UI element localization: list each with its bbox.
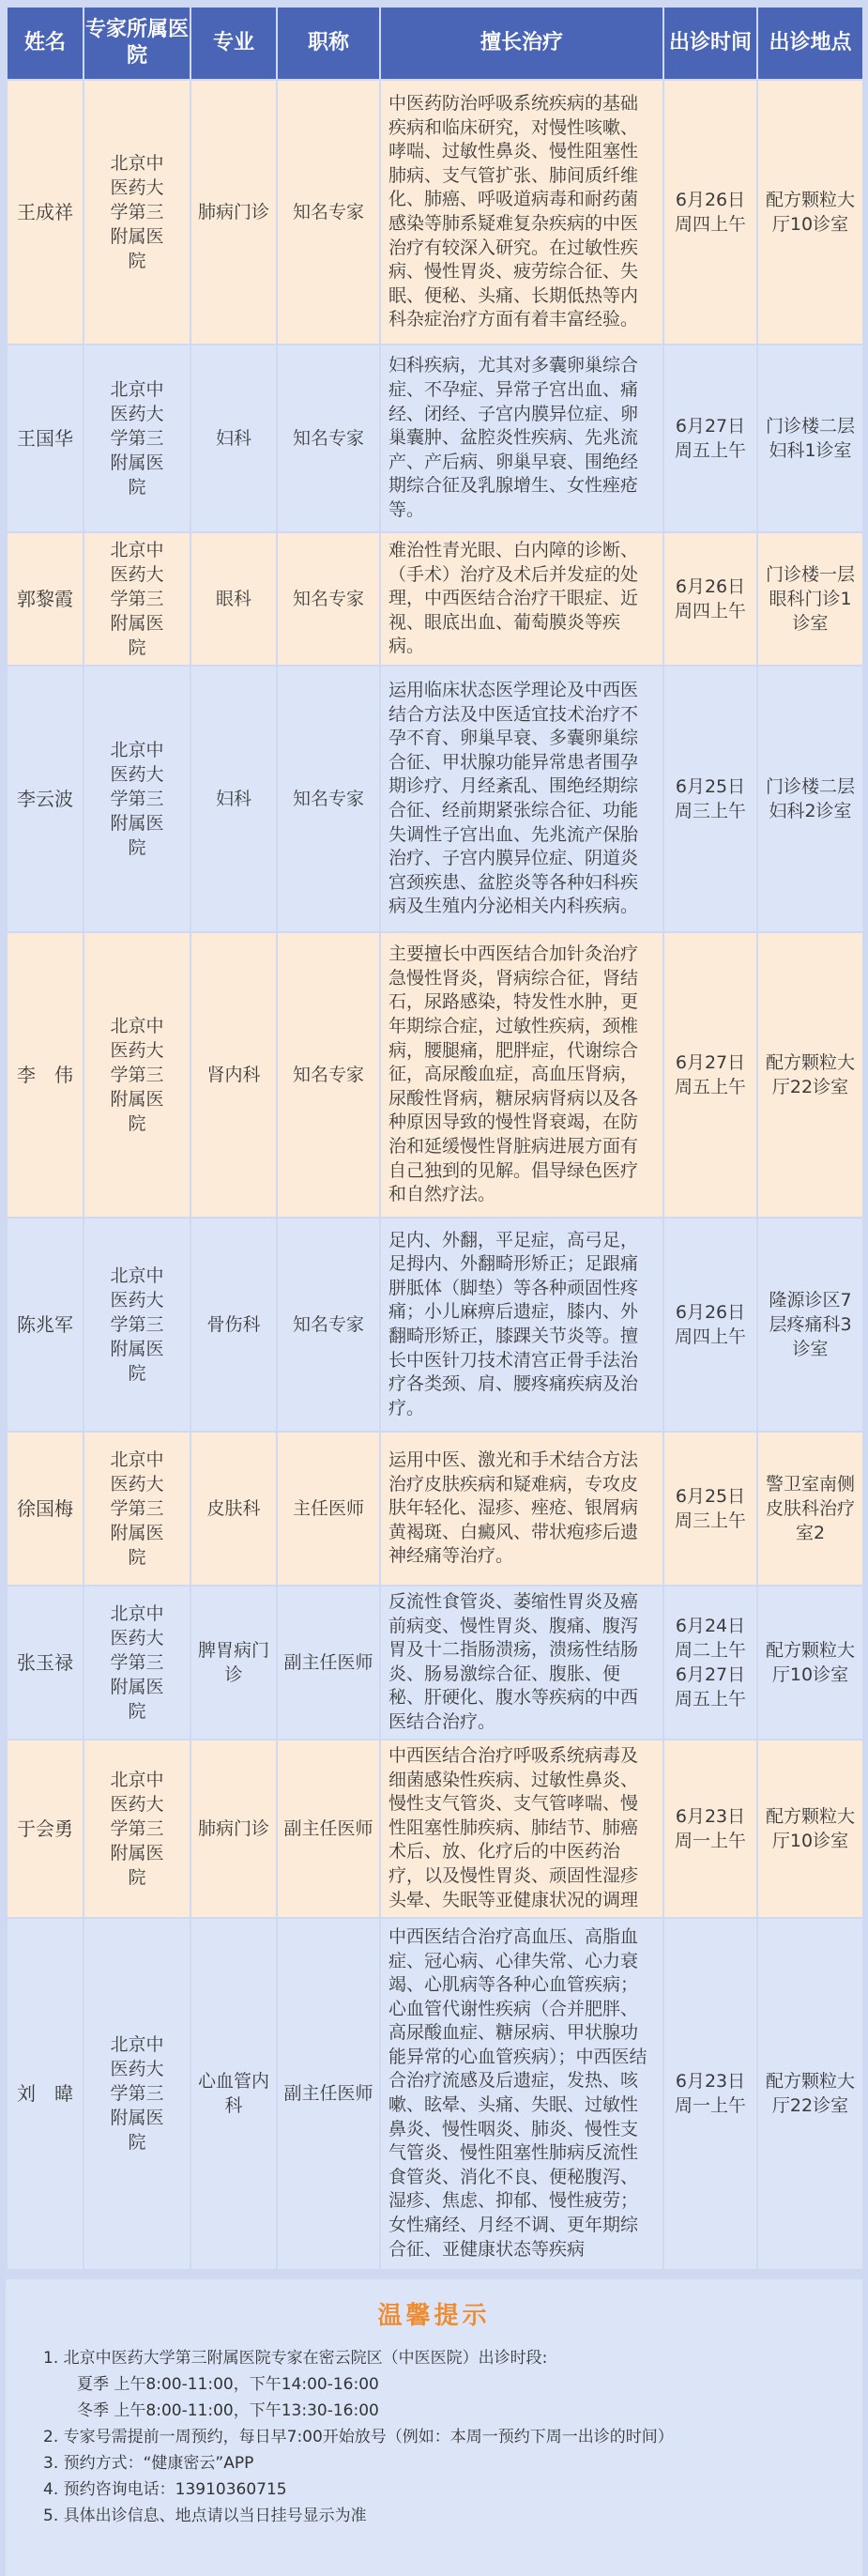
col-header-specialty: 擅长治疗 — [381, 8, 662, 79]
doctor-specialty: 中医药防治呼吸系统疾病的基础疾病和临床研究，对慢性咳嗽、哮喘、过敏性鼻炎、慢性阻塞性肺病、支气管扩张、肺间质纤维化、肺癌、呼吸道病毒和耐药菌感染等肺系疑难复杂疾病的中医治疗有较深入研究。在过敏性疾病、慢性胃炎、疲劳综合征、失眠、便秘、头痛、长期低热等内科杂症治疗方面有着丰富经验。 — [381, 81, 662, 344]
tip-line-3: 3. 预约方式：“健康密云”APP — [43, 2454, 254, 2473]
table-row — [8, 1919, 862, 2269]
table-row — [8, 345, 862, 531]
doctor-name: 陈兆军 — [8, 1219, 83, 1431]
doctor-name: 张玉禄 — [8, 1587, 83, 1739]
col-header-location: 出诊地点 — [758, 8, 862, 79]
doctor-name: 李云波 — [8, 667, 83, 931]
doctor-title: 知名专家 — [278, 1219, 379, 1431]
doctor-specialty: 难治性青光眼、白内障的诊断、（手术）治疗及术后并发症的处理，中西医结合治疗干眼症、近视、眼底出血、葡萄膜炎等疾病。 — [381, 533, 662, 665]
doctor-hospital: 北京中医药大学第三附属医院 — [84, 81, 190, 344]
doctor-name: 刘 暐 — [8, 1919, 83, 2269]
table-row — [8, 1587, 862, 1739]
doctor-name: 王国华 — [8, 345, 83, 531]
doctor-specialty: 运用中医、激光和手术结合方法治疗皮肤疾病和疑难病，专攻皮肤年轻化、湿疹、痤疮、银屑病黄褐斑、白癜风、带状疱疹后遗神经痛等治疗。 — [381, 1433, 662, 1585]
col-header-name: 姓名 — [8, 8, 83, 79]
clinic-location: 配方颗粒大厅22诊室 — [758, 1919, 862, 2269]
tip-line-1: 1. 北京中医药大学第三附属医院专家在密云院区（中医医院）出诊时段: — [43, 2349, 548, 2368]
doctor-title: 知名专家 — [278, 667, 379, 931]
doctor-dept: 肺病门诊 — [191, 1740, 276, 1917]
doctor-dept: 脾胃病门诊 — [191, 1587, 276, 1739]
clinic-location: 配方颗粒大厅22诊室 — [758, 933, 862, 1217]
doctor-dept: 妇科 — [191, 345, 276, 531]
table-row — [8, 667, 862, 931]
doctor-specialty: 妇科疾病，尤其对多囊卵巢综合症、不孕症、异常子宫出血、痛经、闭经、子宫内膜异位症、卵巢囊肿、盆腔炎性疾病、先兆流产、产后病、卵巢早衰、围绝经期综合征及乳腺增生、女性痤疮等。 — [381, 345, 662, 531]
doctor-title: 知名专家 — [278, 533, 379, 665]
doctor-hospital: 北京中医药大学第三附属医院 — [84, 1219, 190, 1431]
table-row — [8, 533, 862, 665]
col-header-title: 职称 — [278, 8, 379, 79]
doctor-title: 知名专家 — [278, 933, 379, 1217]
doctor-title: 知名专家 — [278, 345, 379, 531]
doctor-name: 徐国梅 — [8, 1433, 83, 1585]
clinic-location: 配方颗粒大厅10诊室 — [758, 1740, 862, 1917]
tips-list — [43, 2345, 674, 2529]
doctor-specialty: 中西医结合治疗呼吸系统病毒及细菌感染性疾病、过敏性鼻炎、慢性支气管炎、支气管哮喘、慢性阻塞性肺疾病、肺结节、肺癌术后、放、化疗后的中医药治疗，以及慢性胃炎、顽固性湿疹头晕、失眠等亚健康状况的调理 — [381, 1740, 662, 1917]
doctor-title: 副主任医师 — [278, 1587, 379, 1739]
doctor-specialty: 中西医结合治疗高血压、高脂血症、冠心病、心律失常、心力衰竭、心肌病等各种心血管疾病；心血管代谢性疾病（合并肥胖、高尿酸血症、糖尿病、甲状腺功能异常的心血管疾病）；中西医结合治疗流感及后遗症，发热、咳嗽、眩晕、头痛、失眠、过敏性鼻炎、慢性咽炎、肺炎、慢性支气管炎、慢性阻塞性肺病反流性食管炎、消化不良、便秘腹泻、湿疹、焦虑、抑郁、慢性疲劳；女性痛经、月经不调、更年期综合征、亚健康状态等疾病 — [381, 1919, 662, 2269]
col-header-dept: 专业 — [191, 8, 276, 79]
clinic-location: 警卫室南侧皮肤科治疗室2 — [758, 1433, 862, 1585]
table-row — [8, 81, 862, 344]
col-header-time: 出诊时间 — [664, 8, 756, 79]
tip-line-2: 2. 专家号需提前一周预约，每日早7:00开始放号（例如：本周一预约下周一出诊的时间） — [43, 2428, 674, 2446]
clinic-location: 隆源诊区7层疼痛科3诊室 — [758, 1219, 862, 1431]
table-row — [8, 1740, 862, 1917]
doctor-specialty: 主要擅长中西医结合加针灸治疗急慢性肾炎，肾病综合征，肾结石，尿路感染，特发性水肿，更年期综合症，过敏性疾病，颈椎病，腰腿痛，肥胖症，代谢综合征，高尿酸血症，高血压肾病，尿酸性肾病，糖尿病肾病以及各种原因导致的慢性肾衰竭，在防治和延缓慢性肾脏病进展方面有自己独到的见解。倡导绿色医疗和自然疗法。 — [381, 933, 662, 1217]
doctor-dept: 心血管内科 — [191, 1919, 276, 2269]
tip-line-5: 5. 具体出诊信息、地点请以当日挂号显示为准 — [43, 2507, 367, 2525]
tip-line-winter: 冬季 上午8:00-11:00，下午13:30-16:00 — [77, 2401, 379, 2420]
doctor-hospital: 北京中医药大学第三附属医院 — [84, 345, 190, 531]
doctor-hospital: 北京中医药大学第三附属医院 — [84, 533, 190, 665]
table-row — [8, 1219, 862, 1431]
table-row — [8, 1433, 862, 1585]
clinic-time: 6月23日周一上午 — [664, 1740, 756, 1917]
schedule-rows — [8, 81, 862, 2269]
tip-line-4: 4. 预约咨询电话：13910360715 — [43, 2480, 287, 2499]
clinic-location: 配方颗粒大厅10诊室 — [758, 81, 862, 344]
doctor-specialty: 足内、外翻，平足症，高弓足，足拇内、外翻畸形矫正；足跟痛胼胝体（脚垫）等各种顽固性疼痛；小儿麻痹后遗症，膝内、外翻畸形矫正，膝踝关节炎等。擅长中医针刀技术清宫正骨手法治疗各类颈、肩、腰疼痛疾病及治疗。 — [381, 1219, 662, 1431]
clinic-time: 6月24日周二上午 6月27日周五上午 — [664, 1587, 756, 1739]
clinic-time: 6月26日周四上午 — [664, 81, 756, 344]
clinic-location: 门诊楼一层眼科门诊1诊室 — [758, 533, 862, 665]
doctor-dept: 皮肤科 — [191, 1433, 276, 1585]
col-header-hospital: 专家所属医院 — [84, 8, 190, 79]
clinic-time: 6月27日周五上午 — [664, 933, 756, 1217]
doctor-title: 副主任医师 — [278, 1740, 379, 1917]
doctor-specialty: 反流性食管炎、萎缩性胃炎及癌前病变、慢性胃炎、腹痛、腹泻胃及十二指肠溃疡，溃疡性结肠炎、肠易激综合征、腹胀、便秘、肝硬化、腹水等疾病的中西医结合治疗。 — [381, 1587, 662, 1739]
schedule-table — [6, 6, 864, 2271]
clinic-time: 6月25日周三上午 — [664, 667, 756, 931]
doctor-hospital: 北京中医药大学第三附属医院 — [84, 667, 190, 931]
tips-title: 温馨提示 — [377, 2302, 491, 2330]
clinic-time: 6月27日周五上午 — [664, 345, 756, 531]
doctor-dept: 肺病门诊 — [191, 81, 276, 344]
doctor-dept: 妇科 — [191, 667, 276, 931]
table-row — [8, 933, 862, 1217]
doctor-hospital: 北京中医药大学第三附属医院 — [84, 1587, 190, 1739]
clinic-time: 6月26日周四上午 — [664, 533, 756, 665]
clinic-location: 门诊楼二层妇科2诊室 — [758, 667, 862, 931]
clinic-location: 门诊楼二层妇科1诊室 — [758, 345, 862, 531]
doctor-dept: 骨伤科 — [191, 1219, 276, 1431]
clinic-time: 6月25日周三上午 — [664, 1433, 756, 1585]
clinic-time: 6月26日周四上午 — [664, 1219, 756, 1431]
clinic-location: 配方颗粒大厅10诊室 — [758, 1587, 862, 1739]
tips-panel — [6, 2279, 862, 2576]
doctor-title: 副主任医师 — [278, 1919, 379, 2269]
doctor-title: 主任医师 — [278, 1433, 379, 1585]
doctor-dept: 肾内科 — [191, 933, 276, 1217]
doctor-name: 王成祥 — [8, 81, 83, 344]
table-header-row — [8, 8, 862, 79]
clinic-time: 6月23日周一上午 — [664, 1919, 756, 2269]
doctor-title: 知名专家 — [278, 81, 379, 344]
doctor-dept: 眼科 — [191, 533, 276, 665]
doctor-name: 李 伟 — [8, 933, 83, 1217]
doctor-hospital: 北京中医药大学第三附属医院 — [84, 933, 190, 1217]
doctor-name: 于会勇 — [8, 1740, 83, 1917]
doctor-hospital: 北京中医药大学第三附属医院 — [84, 1740, 190, 1917]
tip-line-summer: 夏季 上午8:00-11:00，下午14:00-16:00 — [77, 2375, 379, 2394]
doctor-hospital: 北京中医药大学第三附属医院 — [84, 1433, 190, 1585]
doctor-hospital: 北京中医药大学第三附属医院 — [84, 1919, 190, 2269]
doctor-specialty: 运用临床状态医学理论及中西医结合方法及中医适宜技术治疗不孕不育、卵巢早衰、多囊卵巢综合征、甲状腺功能异常患者围孕期诊疗、月经紊乱、围绝经期综合征、经前期紧张综合征、功能失调性子宫出血、先兆流产保胎治疗、子宫内膜异位症、阴道炎宫颈疾患、盆腔炎等各种妇科疾病及生殖内分泌相关内科疾病。 — [381, 667, 662, 931]
doctor-name: 郭黎霞 — [8, 533, 83, 665]
